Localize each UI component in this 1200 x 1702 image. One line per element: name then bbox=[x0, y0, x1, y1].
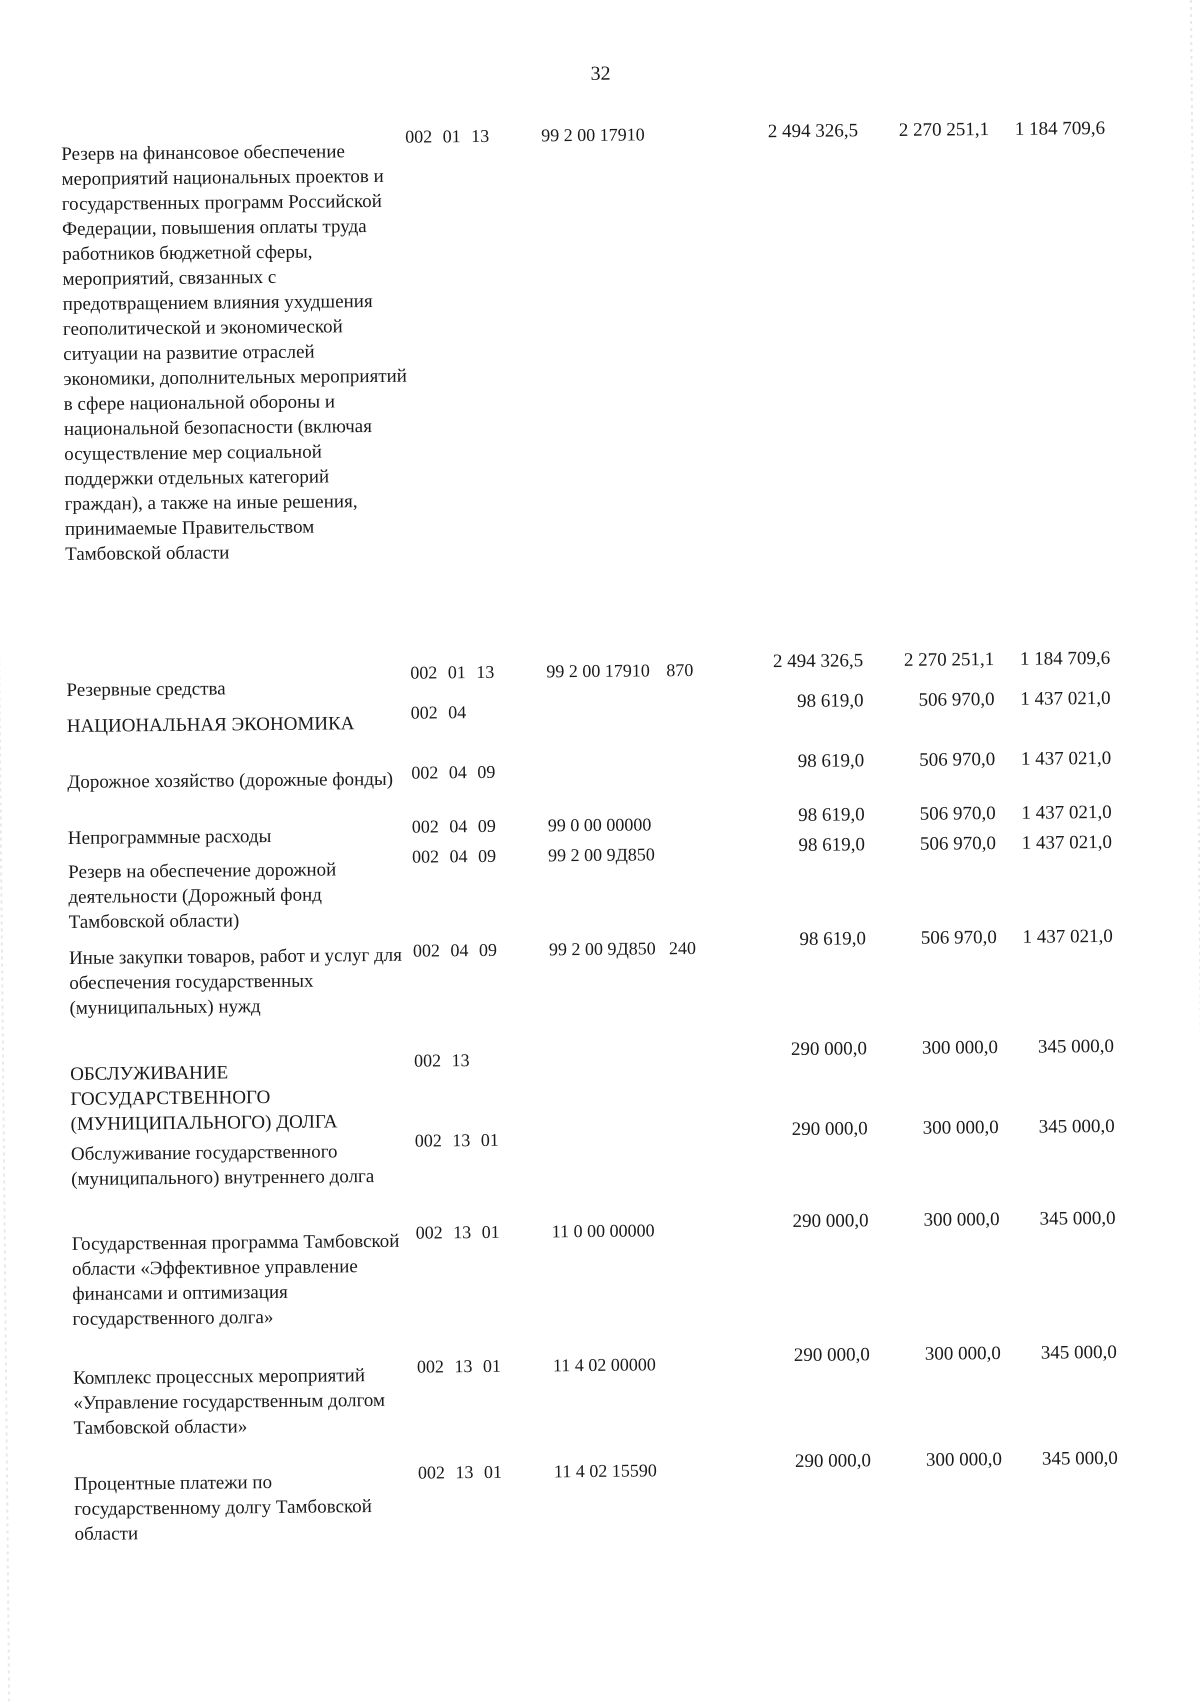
row-amount-year3: 345 000,0 bbox=[1039, 1207, 1116, 1230]
row-amount-year2: 300 000,0 bbox=[922, 1117, 999, 1139]
row-amount-year1: 98 619,0 bbox=[798, 804, 865, 826]
row-code: 002 01 13 bbox=[405, 125, 490, 147]
row-name: Резерв на обеспечение дорожной деятельности (Дорожный фонд Тамбовской области) bbox=[68, 859, 337, 933]
row-amount-year1: 290 000,0 bbox=[790, 1038, 868, 1061]
table-row bbox=[4, 1207, 1200, 1330]
table-row bbox=[0, 117, 1193, 565]
table-row bbox=[3, 1115, 1200, 1190]
row-amount-year2: 506 970,0 bbox=[920, 927, 997, 949]
row-code: 002 13 01 bbox=[416, 1355, 502, 1377]
table-row bbox=[0, 747, 1199, 801]
row-code: 002 04 bbox=[410, 702, 467, 723]
row-code: 002 13 01 bbox=[417, 1461, 503, 1483]
row-amount-year1: 2 494 326,5 bbox=[767, 120, 859, 143]
row-code: 002 04 09 bbox=[411, 815, 496, 837]
row-name: Иные закупки товаров, работ и услуг для обеспечения государственных (муниципальных) нужд bbox=[68, 944, 403, 1019]
row-amount-year3: 1 184 709,6 bbox=[1014, 117, 1106, 140]
row-target-code: 11 4 02 15590 bbox=[553, 1460, 657, 1482]
row-amount-year3: 345 000,0 bbox=[1037, 1035, 1115, 1058]
row-name: Обслуживание государственного (муниципального) внутреннего долга bbox=[70, 1141, 375, 1190]
row-amount-year2: 2 270 251,1 bbox=[903, 649, 995, 671]
table-row bbox=[0, 647, 1199, 709]
row-code: 002 04 09 bbox=[411, 845, 497, 867]
row-name: Непрограммные расходы bbox=[67, 826, 272, 849]
row-target-code: 99 0 00 00000 bbox=[547, 814, 652, 836]
row-name: Резервные средства bbox=[66, 678, 226, 701]
row-amount-year2: 2 270 251,1 bbox=[898, 119, 990, 141]
table-row bbox=[1, 925, 1200, 1019]
row-amount-year1: 290 000,0 bbox=[794, 1450, 871, 1473]
row-name: Резерв на финансовое обеспечение мероприятий национальных проектов и государственных программ Российской Федерации, повышения оплаты труда работников бюджетной сферы, мероприятий, связанных с предотвращением влияния ухудшения геополитической и экономической ситуации на развитие отраслей экономики, дополнительных мероприятий в сфере национальной обороны и национальной безопасности (включая осуществление мер социальной поддержки отдельных категорий граждан), а также на иные решения, принимаемые Правительством Тамбовской области bbox=[61, 141, 408, 565]
row-amount-year3: 1 437 021,0 bbox=[1020, 747, 1112, 770]
row-target-code: 11 4 02 00000 bbox=[552, 1354, 656, 1376]
page-number: 32 bbox=[590, 62, 611, 85]
row-expense-type: 870 bbox=[666, 659, 694, 681]
row-amount-year3: 1 437 021,0 bbox=[1020, 687, 1111, 710]
table-row bbox=[6, 1447, 1200, 1545]
table-row bbox=[2, 1035, 1200, 1135]
row-amount-year2: 506 970,0 bbox=[918, 689, 995, 711]
row-amount-year1: 2 494 326,5 bbox=[772, 650, 864, 673]
row-amount-year1: 98 619,0 bbox=[797, 750, 865, 772]
row-amount-year2: 300 000,0 bbox=[925, 1449, 1002, 1471]
row-name: Процентные платежи по государственному долгу Тамбовской области bbox=[73, 1472, 373, 1545]
row-amount-year1: 98 619,0 bbox=[798, 834, 866, 856]
table-row bbox=[5, 1341, 1200, 1439]
row-name: Комплекс процессных мероприятий «Управление государственным долгом Тамбовской области» bbox=[72, 1365, 386, 1439]
row-target-code: 11 0 00 00000 bbox=[551, 1220, 655, 1242]
row-amount-year3: 1 437 021,0 bbox=[1022, 925, 1113, 948]
row-amount-year1: 98 619,0 bbox=[799, 928, 866, 950]
row-target-code: 99 2 00 17910 bbox=[546, 660, 650, 682]
row-amount-year2: 506 970,0 bbox=[919, 803, 996, 825]
row-amount-year1: 98 619,0 bbox=[797, 690, 864, 712]
row-code: 002 13 01 bbox=[415, 1221, 500, 1243]
row-name: НАЦИОНАЛЬНАЯ ЭКОНОМИКА bbox=[66, 713, 355, 737]
row-amount-year1: 290 000,0 bbox=[792, 1210, 869, 1233]
row-amount-year3: 345 000,0 bbox=[1038, 1115, 1115, 1138]
row-amount-year2: 300 000,0 bbox=[921, 1037, 999, 1059]
row-code: 002 01 13 bbox=[410, 661, 495, 683]
row-code: 002 04 09 bbox=[411, 761, 496, 783]
row-amount-year3: 1 437 021,0 bbox=[1021, 831, 1113, 854]
row-expense-type: 240 bbox=[668, 937, 697, 959]
row-code: 002 04 09 bbox=[412, 939, 498, 961]
row-target-code: 99 2 00 17910 bbox=[541, 124, 645, 146]
row-amount-year3: 1 184 709,6 bbox=[1019, 647, 1111, 670]
row-target-code: 99 2 00 9Д850 bbox=[548, 938, 656, 960]
row-amount-year3: 1 437 021,0 bbox=[1021, 801, 1112, 824]
row-name: Дорожное хозяйство (дорожные фонды) bbox=[67, 768, 394, 793]
row-amount-year3: 345 000,0 bbox=[1040, 1341, 1117, 1364]
row-name: Государственная программа Тамбовской области «Эффективное управление финансами и оптимизация государственного долга» bbox=[71, 1230, 400, 1330]
row-amount-year2: 300 000,0 bbox=[923, 1209, 1000, 1231]
row-amount-year3: 345 000,0 bbox=[1041, 1447, 1118, 1470]
row-code: 002 13 bbox=[413, 1050, 470, 1071]
row-amount-year2: 506 970,0 bbox=[919, 749, 996, 771]
row-target-code: 99 2 00 9Д850 bbox=[547, 844, 655, 866]
row-amount-year1: 290 000,0 bbox=[791, 1118, 868, 1141]
row-amount-year1: 290 000,0 bbox=[793, 1344, 870, 1367]
row-amount-year2: 506 970,0 bbox=[919, 833, 997, 855]
row-amount-year2: 300 000,0 bbox=[924, 1343, 1001, 1365]
row-name: ОБСЛУЖИВАНИЕ ГОСУДАРСТВЕННОГО (МУНИЦИПАЛЬНОГО) ДОЛГА bbox=[70, 1062, 338, 1135]
row-code: 002 13 01 bbox=[414, 1129, 499, 1151]
